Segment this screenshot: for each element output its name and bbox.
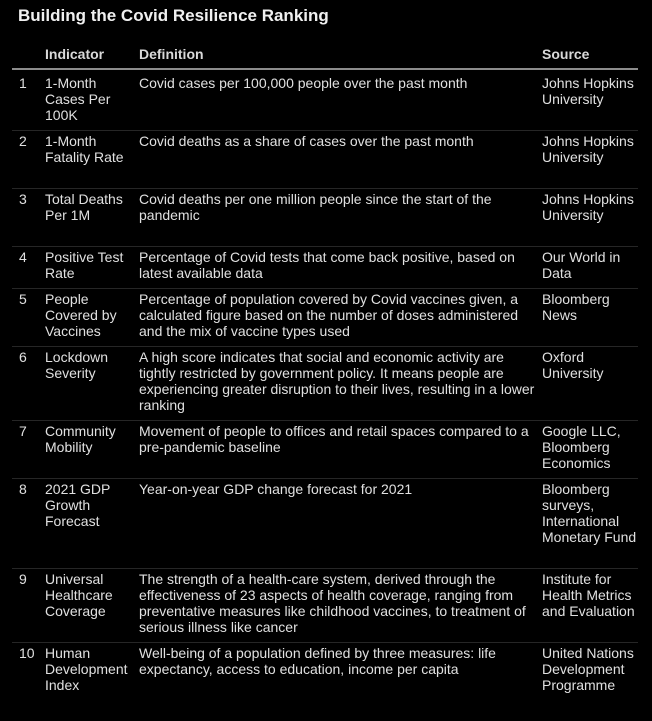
row-number: 5 bbox=[19, 291, 27, 307]
row-divider bbox=[12, 420, 638, 421]
row-indicator: Positive Test Rate bbox=[45, 249, 124, 281]
row-indicator: People Covered by Vaccines bbox=[45, 291, 117, 339]
row-definition: Covid deaths per one million people since the start of the pandemic bbox=[139, 191, 492, 223]
row-indicator: Lockdown Severity bbox=[45, 349, 109, 381]
row-number: 2 bbox=[19, 133, 27, 149]
header-divider bbox=[12, 68, 638, 70]
row-number: 4 bbox=[19, 249, 27, 265]
row-divider bbox=[12, 288, 638, 289]
row-source: Our World in Data bbox=[542, 249, 621, 281]
row-number: 3 bbox=[19, 191, 27, 207]
row-divider bbox=[12, 130, 638, 131]
row-indicator: 1-Month Fatality Rate bbox=[45, 133, 124, 165]
table-title: Building the Covid Resilience Ranking bbox=[18, 6, 329, 25]
row-source: United Nations Development Programme bbox=[542, 645, 634, 693]
row-number: 10 bbox=[19, 645, 35, 661]
row-divider bbox=[12, 346, 638, 347]
row-definition: A high score indicates that social and economic activity are tightly restricted by government policy. It means people are experiencing greater disruption to their lives, resulting in a lower ranking bbox=[139, 349, 535, 413]
row-divider bbox=[12, 188, 638, 189]
row-definition: Percentage of Covid tests that come back positive, based on latest available data bbox=[139, 249, 515, 281]
row-definition: Year-on-year GDP change forecast for 2021 bbox=[139, 481, 413, 497]
row-source: Google LLC, Bloomberg Economics bbox=[542, 423, 621, 471]
row-definition: Well-being of a population defined by three measures: life expectancy, access to education, income per capita bbox=[139, 645, 496, 677]
row-number: 6 bbox=[19, 349, 27, 365]
row-source: Institute for Health Metrics and Evaluation bbox=[542, 571, 635, 619]
row-definition: Covid deaths as a share of cases over the past month bbox=[139, 133, 474, 149]
row-source: Johns Hopkins University bbox=[542, 133, 634, 165]
row-indicator: 1-Month Cases Per 100K bbox=[45, 75, 111, 123]
row-indicator: Human Development Index bbox=[45, 645, 128, 693]
row-divider bbox=[12, 246, 638, 247]
row-number: 9 bbox=[19, 571, 27, 587]
row-source: Johns Hopkins University bbox=[542, 191, 634, 223]
row-definition: The strength of a health-care system, derived through the effectiveness of 23 aspects of health coverage, ranging from preventative measures like childhood vaccines, to treatment of serious illness like cancer bbox=[139, 571, 526, 635]
row-divider bbox=[12, 478, 638, 479]
row-definition: Percentage of population covered by Covid vaccines given, a calculated figure based on the number of doses administered and the mix of vaccine types used bbox=[139, 291, 519, 339]
header-indicator: Indicator bbox=[45, 46, 105, 62]
row-source: Bloomberg surveys, International Monetary Fund bbox=[542, 481, 637, 545]
row-divider bbox=[12, 642, 638, 643]
row-indicator: Universal Healthcare Coverage bbox=[45, 571, 113, 619]
row-number: 8 bbox=[19, 481, 27, 497]
row-divider bbox=[12, 568, 638, 569]
row-indicator: Total Deaths Per 1M bbox=[45, 191, 123, 223]
row-indicator: 2021 GDP Growth Forecast bbox=[45, 481, 111, 529]
row-source: Oxford University bbox=[542, 349, 604, 381]
row-definition: Covid cases per 100,000 people over the past month bbox=[139, 75, 468, 91]
row-number: 7 bbox=[19, 423, 27, 439]
row-number: 1 bbox=[19, 75, 27, 91]
header-definition: Definition bbox=[139, 46, 204, 62]
row-source: Johns Hopkins University bbox=[542, 75, 634, 107]
header-source: Source bbox=[542, 46, 590, 62]
row-source: Bloomberg News bbox=[542, 291, 610, 323]
row-indicator: Community Mobility bbox=[45, 423, 116, 455]
row-definition: Movement of people to offices and retail spaces compared to a pre-pandemic baseline bbox=[139, 423, 529, 455]
